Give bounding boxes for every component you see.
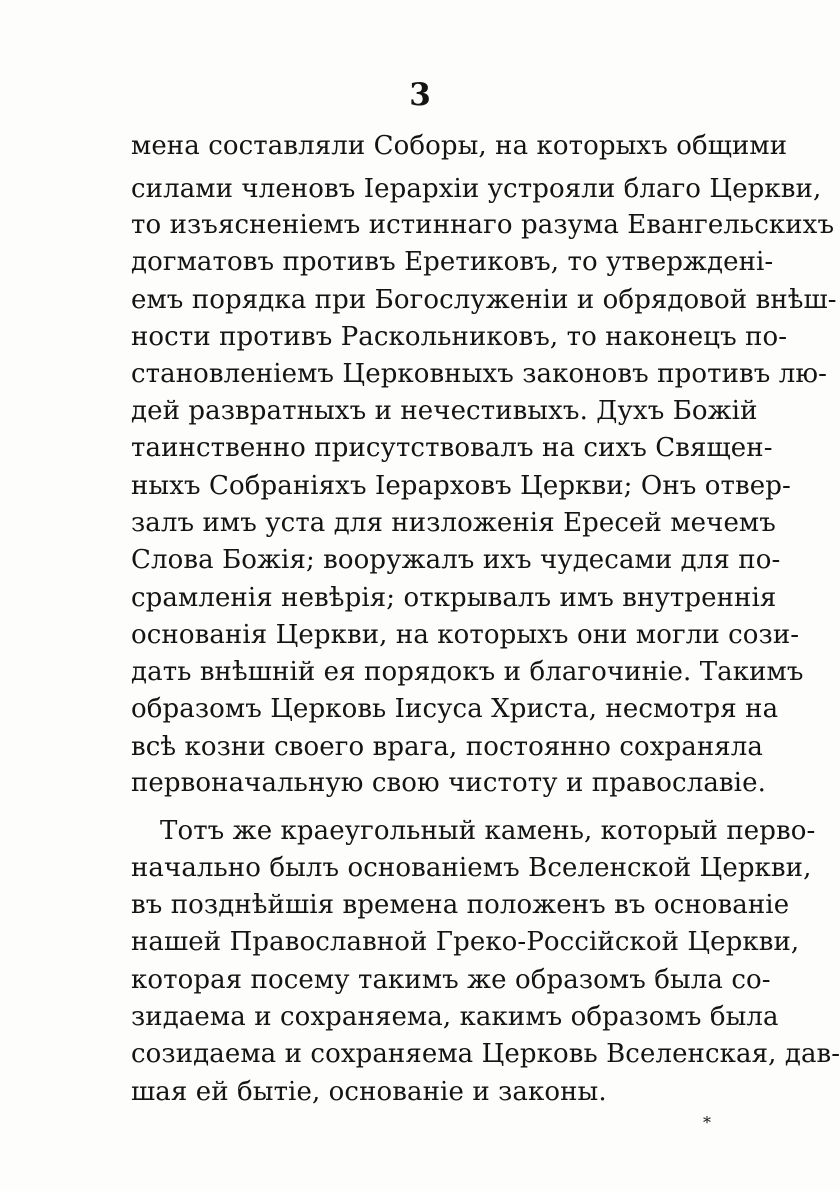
- text-line: созидаема и сохраняема Церковь Вселенская, дав-: [131, 1039, 840, 1069]
- text-line: срамленія невѣрія; открывалъ имъ внутреннія: [131, 583, 777, 613]
- text-line-last: первоначальную свою чистоту и православіе.: [131, 768, 766, 798]
- text-line: то изъясненіемъ истиннаго разума Евангельскихъ: [131, 210, 835, 240]
- text-line: дей развратныхъ и нечестивыхъ. Духъ Божій: [131, 396, 758, 426]
- text-line: Слова Божія; вооружалъ ихъ чудесами для по-: [131, 545, 781, 575]
- text-line: начально былъ основаніемъ Вселенской Церкви,: [131, 853, 812, 883]
- text-line: основанія Церкви, на которыхъ они могли сози-: [131, 620, 800, 650]
- text-line: мена составляли Соборы, на которыхъ общими: [131, 131, 788, 161]
- text-line-last: шая ей бытіе, основаніе и законы.: [131, 1077, 607, 1107]
- text-line: въ позднѣйшія времена положенъ въ основаніе: [131, 890, 790, 920]
- text-line: ныхъ Собраніяхъ Іерарховъ Церкви; Онъ отвер-: [131, 471, 791, 501]
- catchword-mark: *: [703, 1113, 711, 1132]
- text-line: становленіемъ Церковныхъ законовъ противъ лю-: [131, 359, 828, 389]
- text-line: нашей Православной Греко-Россійской Церкви,: [131, 927, 800, 957]
- text-line-indented: Тотъ же краеугольный камень, который перво-: [160, 816, 816, 846]
- page-number: 3: [409, 77, 431, 113]
- text-line: силами членовъ Іерархіи устрояли благо Церкви,: [131, 174, 822, 204]
- text-line: таинственно присутствовалъ на сихъ Священ-: [131, 433, 773, 463]
- text-line: образомъ Церковь Іисуса Христа, несмотря на: [131, 694, 779, 724]
- text-line: дать внѣшній ея порядокъ и благочиніе. Такимъ: [131, 657, 804, 687]
- text-line: всѣ козни своего врага, постоянно сохраняла: [131, 732, 763, 762]
- text-line: которая посему такимъ же образомъ была со-: [131, 965, 771, 995]
- text-line: емъ порядка при Богослуженіи и обрядовой внѣш-: [131, 285, 837, 315]
- text-line: зидаема и сохраняема, какимъ образомъ была: [131, 1002, 779, 1032]
- text-line: догматовъ противъ Еретиковъ, то утвержденi-: [131, 247, 774, 277]
- text-line: ности противъ Раскольниковъ, то наконецъ по-: [131, 322, 788, 352]
- text-line: залъ имъ уста для низложенія Ересей мечемъ: [131, 508, 776, 538]
